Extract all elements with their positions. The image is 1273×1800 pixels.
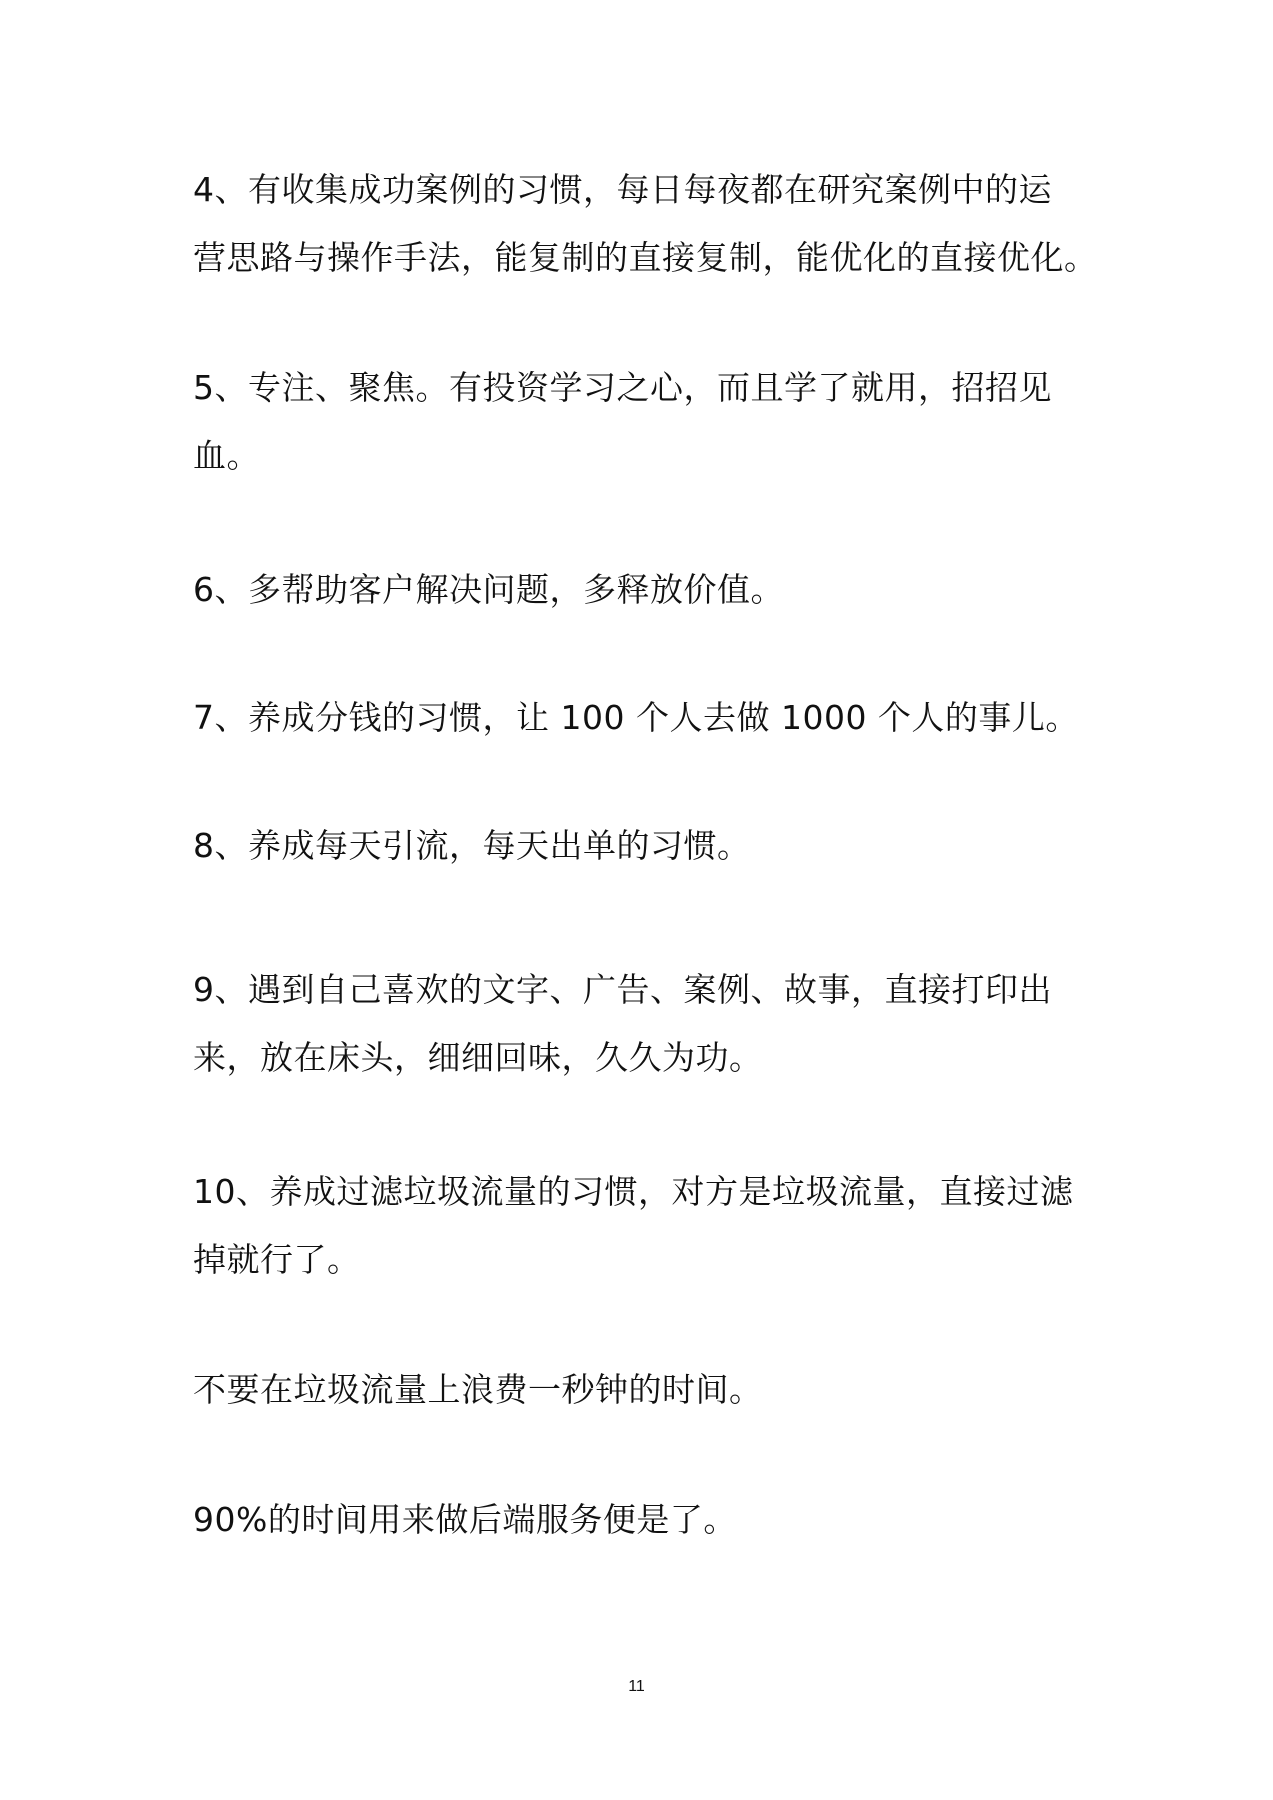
paragraph-line: 10、养成过滤垃圾流量的习惯，对方是垃圾流量，直接过滤 xyxy=(193,1172,1074,1211)
paragraph-line: 营思路与操作手法，能复制的直接复制，能优化的直接优化。 xyxy=(193,238,1098,277)
paragraph-line: 不要在垃圾流量上浪费一秒钟的时间。 xyxy=(193,1370,763,1409)
paragraph-item-9 xyxy=(193,956,1093,1092)
paragraph-note-time xyxy=(193,1356,1093,1424)
paragraph-line: 血。 xyxy=(193,436,260,475)
paragraph-item-4 xyxy=(193,156,1098,292)
paragraph-line: 8、养成每天引流，每天出单的习惯。 xyxy=(193,826,751,865)
paragraph-item-6 xyxy=(193,556,1093,624)
page-number: 11 xyxy=(628,1678,645,1695)
paragraph-item-10 xyxy=(193,1158,1093,1294)
paragraph-line: 来，放在床头，细细回味，久久为功。 xyxy=(193,1038,763,1077)
paragraph-item-8 xyxy=(193,812,1093,880)
paragraph-line: 4、有收集成功案例的习惯，每日每夜都在研究案例中的运 xyxy=(193,170,1052,209)
paragraph-item-7 xyxy=(193,684,1093,752)
paragraph-item-5 xyxy=(193,354,1093,490)
paragraph-line: 9、遇到自己喜欢的文字、广告、案例、故事，直接打印出 xyxy=(193,970,1052,1009)
paragraph-line: 6、多帮助客户解决问题，多释放价值。 xyxy=(193,570,784,609)
paragraph-line: 90%的时间用来做后端服务便是了。 xyxy=(193,1500,737,1539)
paragraph-line: 掉就行了。 xyxy=(193,1240,361,1279)
paragraph-line: 5、专注、聚焦。有投资学习之心，而且学了就用，招招见 xyxy=(193,368,1052,407)
paragraph-line: 7、养成分钱的习惯，让 100 个人去做 1000 个人的事儿。 xyxy=(193,698,1079,737)
paragraph-note-service xyxy=(193,1486,1093,1554)
